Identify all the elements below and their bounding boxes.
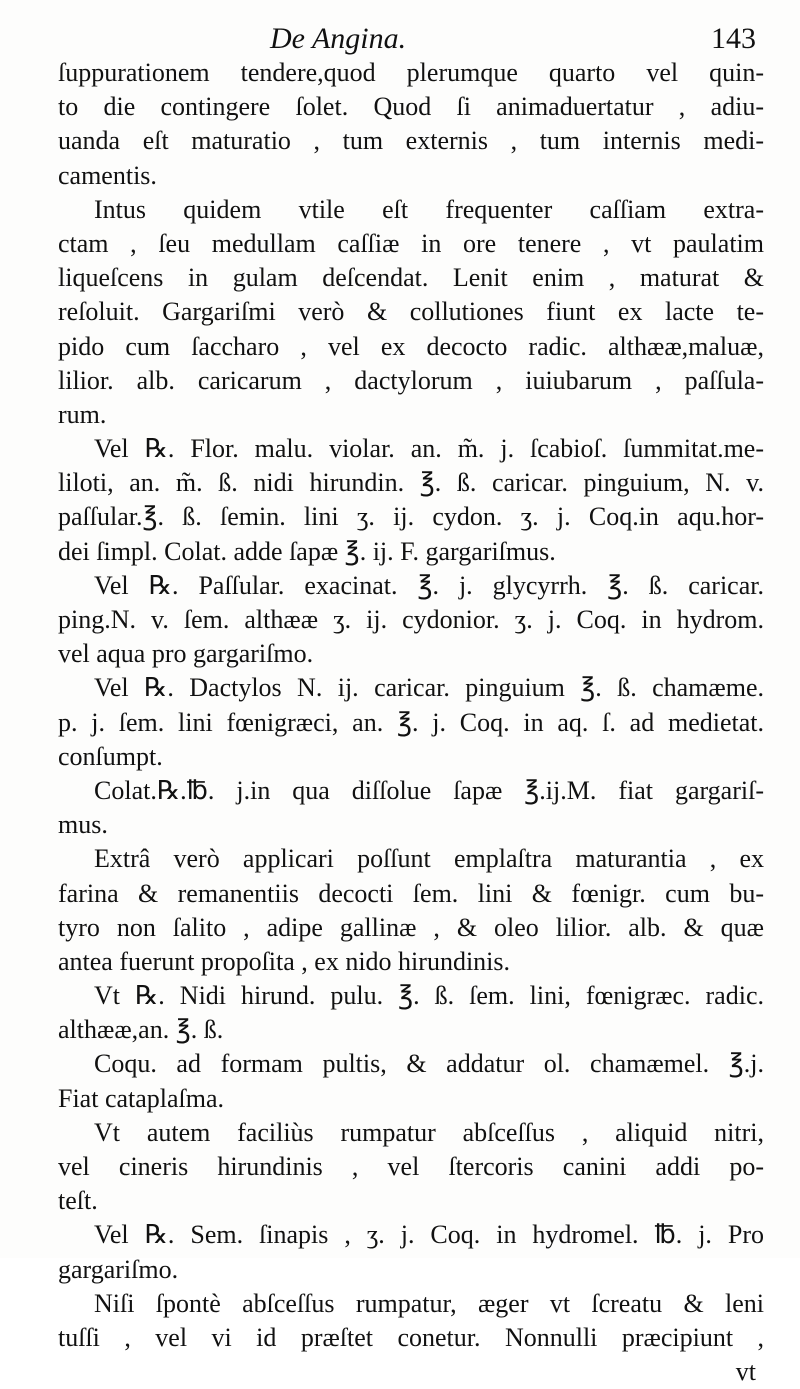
- text-line: Coqu. ad formam pultis, & addatur ol. chamæmel. ℥.j.: [94, 1049, 764, 1079]
- text-line: Fiat cataplaſma.: [58, 1083, 225, 1113]
- text-line: farina & remanentiis decocti ſem. lini & fœnigr. cum bu-: [58, 878, 764, 908]
- text-line: teſt.: [58, 1186, 98, 1216]
- text-line: gargariſmo.: [58, 1254, 179, 1284]
- text-line: camentis.: [58, 160, 157, 190]
- text-line: Vt ℞. Nidi hirund. pulu. ℥. ß. ſem. lini, fœnigræc. radic.: [94, 981, 764, 1011]
- text-line: antea fuerunt propoſita , ex nido hirundinis.: [58, 946, 511, 976]
- running-head: [58, 14, 764, 56]
- text-line: Niſi ſpontè abſceſſus rumpatur, æger vt ſcreatu & leni: [94, 1288, 764, 1318]
- text-line: vel cineris hirundinis , vel ſtercoris canini addi po-: [58, 1152, 764, 1181]
- text-line: pido cum ſaccharo , vel ex decocto radic. althææ,maluæ,: [58, 331, 764, 361]
- text-line: lilior. alb. caricarum , dactylorum , iuiubarum , paſſula-: [58, 365, 764, 395]
- text-line: paſſular.℥. ß. ſemin. lini ʒ. ij. cydon. ʒ. j. Coq.in aqu.hor-: [58, 502, 764, 532]
- text-line: rum.: [58, 399, 107, 429]
- text-line: tyro non ſalito , adipe gallinæ , & oleo lilior. alb. & quæ: [58, 912, 764, 942]
- text-line: Vel ℞. Flor. malu. violar. an. m̃. j. ſcabioſ. ſummitat.me-: [94, 434, 764, 464]
- text-line: mus.: [58, 810, 108, 840]
- text-line: to die contingere ſolet. Quod ſi animaduertatur , adiu-: [58, 92, 764, 122]
- text-line: tuſſi , vel vi id præſtet conetur. Nonnulli præcipiunt ,: [58, 1322, 764, 1352]
- text-line: ctam , ſeu medullam caſſiæ in ore tenere , vt paulatim: [58, 228, 764, 258]
- text-line: vel aqua pro gargariſmo.: [58, 639, 314, 669]
- text-line: liloti, an. m̃. ß. nidi hirundin. ℥. ß. caricar. pinguium, N. v.: [58, 468, 764, 498]
- text-line: dei ſimpl. Colat. adde ſapæ ℥. ij. F. gargariſmus.: [58, 536, 556, 566]
- text-line: Extrâ verò applicari poſſunt emplaſtra maturantia , ex: [94, 844, 764, 874]
- text-line: Intus quidem vtile eſt frequenter caſſiam extra-: [94, 194, 764, 224]
- running-title: De Angina.: [270, 22, 407, 55]
- text-line: althææ,an. ℥. ß.: [58, 1015, 224, 1045]
- text-line: reſoluit. Gargariſmi verò & collutiones fiunt ex lacte te-: [58, 297, 764, 327]
- text-line: p. j. ſem. lini fœnigræci, an. ℥. j. Coq. in aq. ſ. ad medietat.: [58, 707, 764, 737]
- body-text: [58, 56, 764, 1355]
- catchword: vt: [735, 1357, 756, 1387]
- text-line: Vt autem faciliùs rumpatur abſceſſus , aliquid nitri,: [94, 1117, 764, 1147]
- text-line: ſuppurationem tendere,quod plerumque quarto vel quin-: [58, 58, 764, 87]
- text-line: uanda eſt maturatio , tum externis , tum internis medi-: [58, 126, 764, 156]
- page-number: 143: [711, 22, 756, 55]
- text-line: Colat.℞.℔. j.in qua diſſolue ſapæ ℥.ij.M. fiat gargariſ-: [94, 775, 764, 805]
- text-line: Vel ℞. Dactylos N. ij. caricar. pinguium ℥. ß. chamæme.: [94, 673, 764, 703]
- text-line: Vel ℞. Paſſular. exacinat. ℥. j. glycyrrh. ℥. ß. caricar.: [94, 570, 764, 600]
- text-line: conſumpt.: [58, 741, 163, 771]
- text-line: ping.N. v. ſem. althææ ʒ. ij. cydonior. ʒ. j. Coq. in hydrom.: [58, 605, 764, 634]
- text-line: liqueſcens in gulam deſcendat. Lenit enim , maturat &: [58, 263, 764, 293]
- text-line: Vel ℞. Sem. ſinapis , ʒ. j. Coq. in hydromel. ℔. j. Pro: [94, 1220, 764, 1250]
